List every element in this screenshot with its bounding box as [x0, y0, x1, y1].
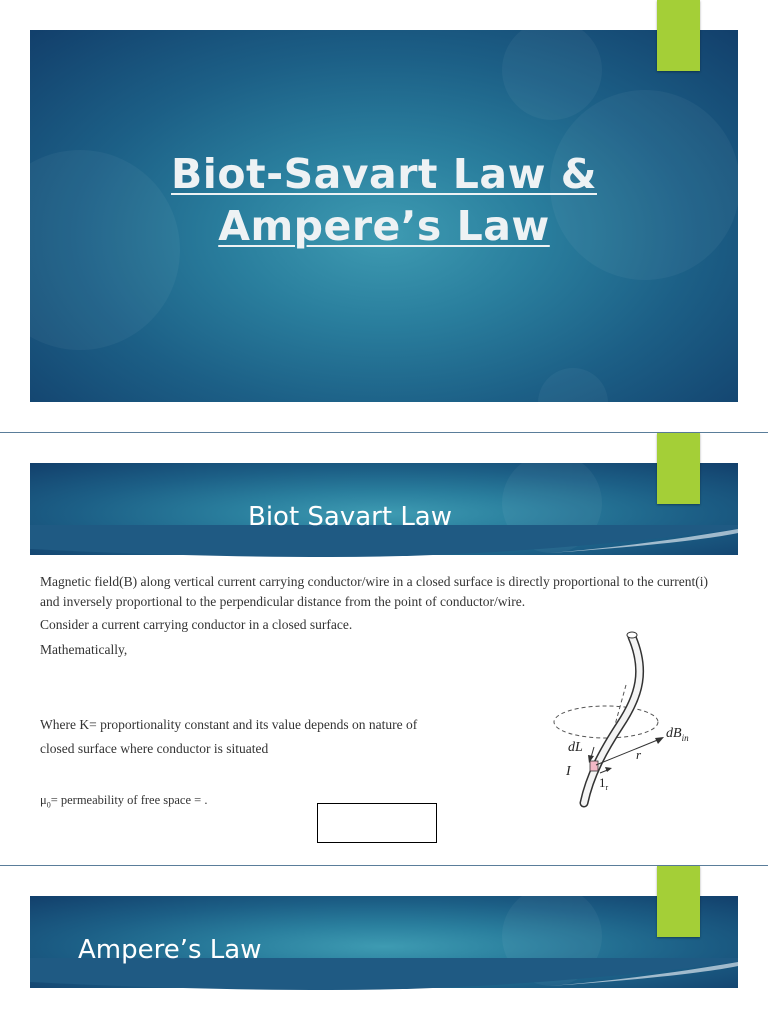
slide-heading: Biot Savart Law	[247, 502, 452, 532]
presentation-title	[30, 148, 738, 252]
decor-bubble	[538, 368, 608, 402]
title-line-2: Ampere’s Law	[218, 202, 550, 250]
formula-box	[317, 803, 437, 843]
mu-subscript: 0	[46, 800, 51, 810]
title-banner	[30, 30, 738, 402]
permeability-line	[40, 790, 340, 816]
accent-tab	[657, 433, 700, 504]
r-label: r	[636, 747, 642, 762]
where-line-1: Where K= proportionality constant and its value depends on nature of	[40, 717, 418, 732]
slide-heading: Ampere’s Law	[78, 935, 262, 965]
mu-symbol: μ	[40, 793, 47, 807]
dl-label: dL	[568, 740, 583, 755]
mu-description: = permeability of free space = .	[50, 793, 208, 807]
accent-tab	[657, 866, 700, 937]
ampere-law-slide	[0, 866, 768, 1024]
definition-paragraph: Magnetic field(B) along vertical current carrying conductor/wire in a closed surface is directly proportional to the current(i) and inversely proportional to the perpendicular distance from the point of conductor/wire.	[40, 574, 708, 609]
db-label: $dB_{in}$	[666, 726, 689, 743]
accent-tab	[657, 0, 700, 71]
unit-vector-label: $1_r$	[599, 775, 609, 792]
where-line-2: closed surface where conductor is situated	[40, 741, 269, 756]
biot-savart-slide	[0, 433, 768, 865]
mathematically-label: Mathematically,	[40, 642, 128, 657]
conductor-diagram	[548, 625, 708, 815]
title-line-1: Biot-Savart Law &	[171, 150, 597, 198]
title-slide	[0, 0, 768, 432]
decor-bubble	[502, 30, 602, 120]
current-label: I	[566, 764, 571, 779]
conductor-paragraph: Consider a current carrying conductor in a closed surface.	[40, 617, 353, 632]
